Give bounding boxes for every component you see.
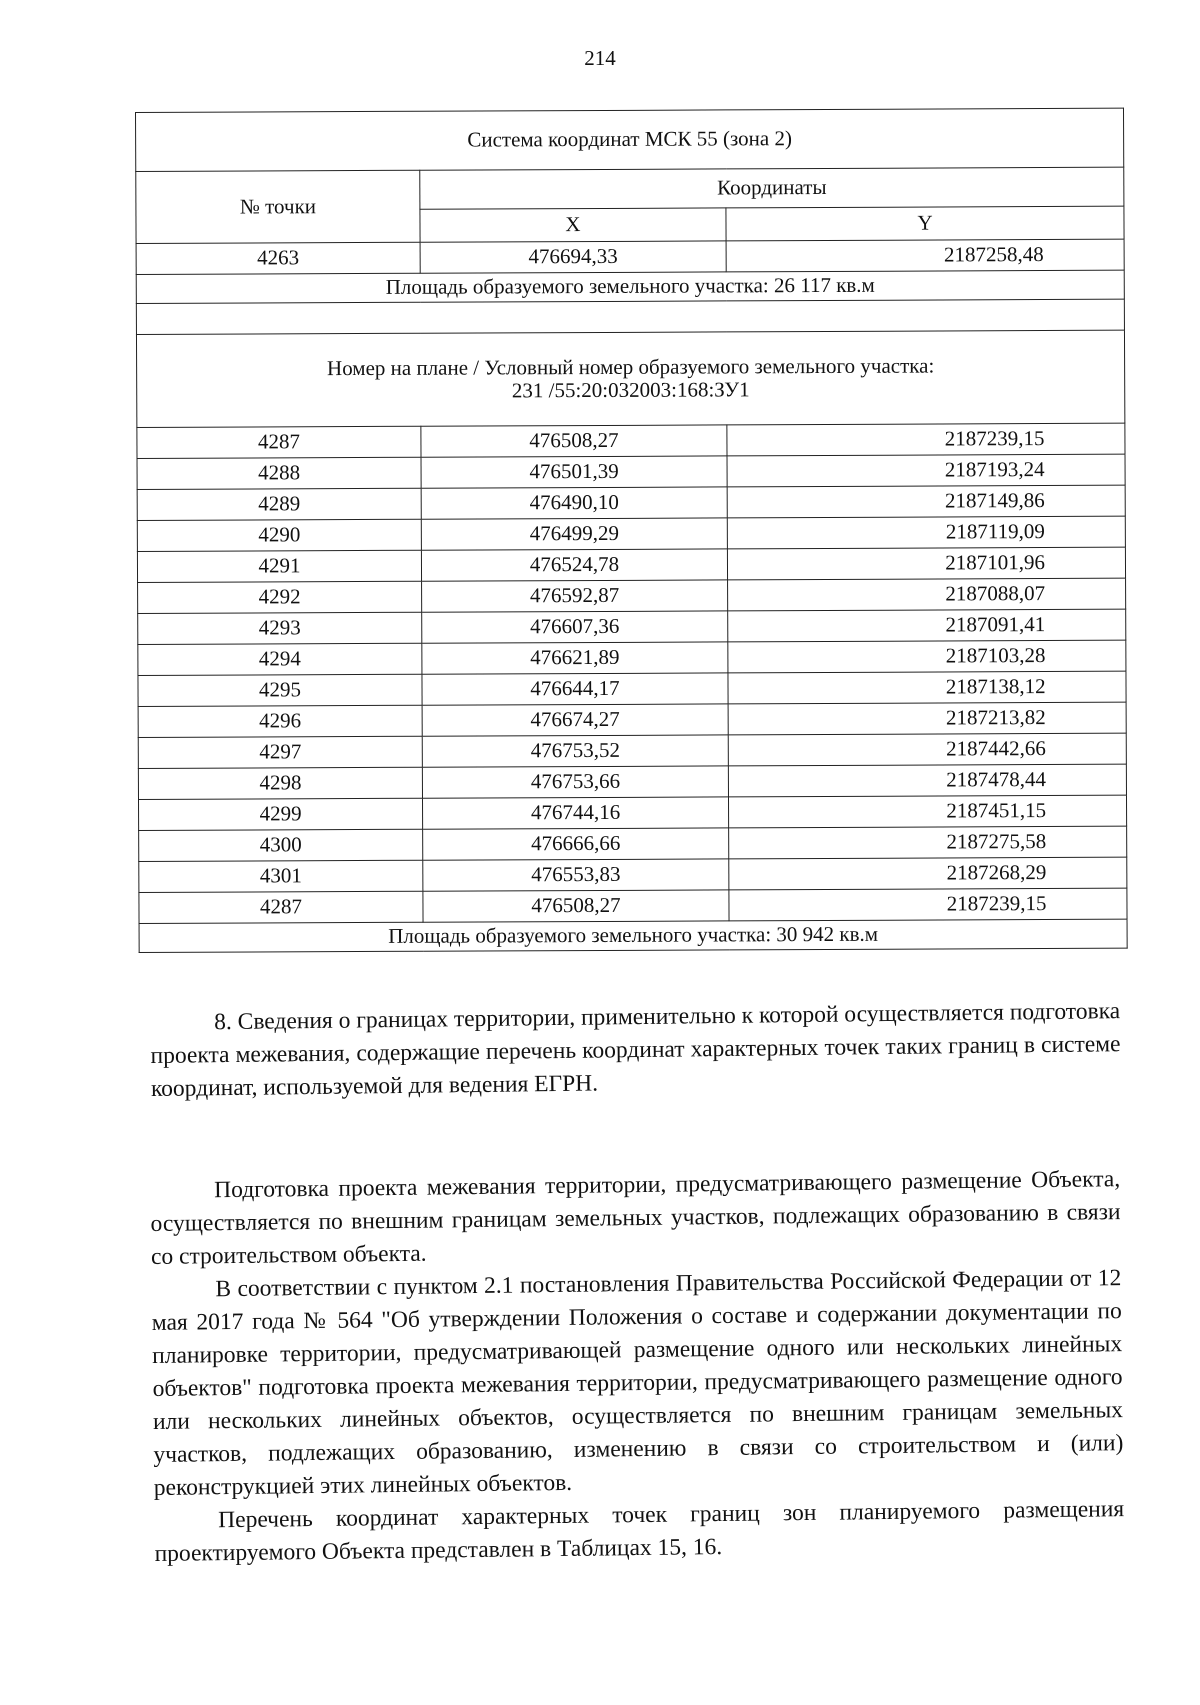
area-text: Площадь образуемого земельного участка: 26 117 кв.м — [136, 270, 1124, 303]
blank-row — [136, 299, 1124, 334]
y-header: Y — [726, 206, 1124, 241]
point-cell: 4289 — [137, 488, 421, 520]
table-row — [137, 547, 1125, 582]
x-header: X — [420, 208, 726, 242]
x-cell: 476508,27 — [421, 425, 727, 457]
x-cell: 476666,66 — [423, 828, 729, 860]
point-cell: 4295 — [138, 674, 422, 706]
plot-number-row — [136, 330, 1124, 427]
y-cell: 2187193,24 — [727, 454, 1125, 487]
x-cell: 476753,52 — [422, 735, 728, 767]
y-cell: 2187239,15 — [727, 423, 1125, 456]
table-row — [137, 454, 1125, 489]
x-cell: 476490,10 — [421, 487, 727, 519]
table-row — [138, 671, 1126, 706]
point-header: № точки — [136, 170, 420, 243]
y-cell: 2187119,09 — [727, 516, 1125, 549]
table-row — [138, 733, 1126, 768]
point-cell: 4287 — [139, 891, 423, 923]
body-text — [150, 1163, 1125, 1571]
area-row — [139, 919, 1127, 952]
y-cell: 2187478,44 — [728, 764, 1126, 797]
point-cell: 4291 — [137, 550, 421, 582]
x-cell: 476592,87 — [422, 580, 728, 612]
point-cell: 4288 — [137, 457, 421, 489]
y-cell: 2187088,07 — [728, 578, 1126, 611]
x-cell: 476753,66 — [422, 766, 728, 798]
x-cell: 476553,83 — [423, 859, 729, 891]
x-cell: 476499,29 — [421, 518, 727, 550]
plot-number-cell — [136, 330, 1124, 427]
point-cell: 4287 — [137, 426, 421, 458]
y-cell: 2187103,28 — [728, 640, 1126, 673]
y-cell: 2187275,58 — [729, 826, 1127, 859]
paragraph: Перечень координат характерных точек границ зон планируемого размещения проектируемого Объекта представлен в Таблицах 15, 16. — [154, 1496, 1125, 1567]
system-title: Система координат МСК 55 (зона 2) — [136, 108, 1124, 171]
point-cell: 4301 — [139, 860, 423, 892]
table-row — [137, 485, 1125, 520]
point-cell: 4292 — [138, 581, 422, 613]
y-cell: 2187239,15 — [729, 888, 1127, 921]
y-cell: 2187213,82 — [728, 702, 1126, 735]
blank-cell — [136, 299, 1124, 334]
x-cell: 476607,36 — [422, 611, 728, 643]
table-row — [138, 609, 1126, 644]
x-cell: 476621,89 — [422, 642, 728, 674]
table-row — [137, 423, 1125, 458]
table-row — [138, 795, 1126, 830]
y-cell: 2187258,48 — [726, 239, 1124, 272]
x-cell: 476644,17 — [422, 673, 728, 705]
x-cell: 476508,27 — [423, 890, 729, 922]
y-cell: 2187138,12 — [728, 671, 1126, 704]
table-row — [139, 888, 1127, 923]
y-cell: 2187451,15 — [728, 795, 1126, 828]
paragraph: Подготовка проекта межевания территории, предусматривающего размещение Объекта, осуществляется по внешним границам земельных участков, подлежащих образованию в связи со строительством объекта. — [150, 1166, 1121, 1270]
x-cell: 476744,16 — [422, 797, 728, 829]
table-row — [138, 764, 1126, 799]
y-cell: 2187101,96 — [727, 547, 1125, 580]
x-cell: 476501,39 — [421, 456, 727, 488]
table-row — [138, 640, 1126, 675]
section-8 — [150, 995, 1121, 1106]
point-cell: 4263 — [136, 242, 420, 274]
point-cell: 4294 — [138, 643, 422, 675]
area-row — [136, 270, 1124, 303]
table-row — [139, 857, 1127, 892]
point-cell: 4299 — [138, 798, 422, 830]
point-cell: 4290 — [137, 519, 421, 551]
point-cell: 4293 — [138, 612, 422, 644]
coordinates-table — [135, 108, 1128, 953]
y-cell: 2187442,66 — [728, 733, 1126, 766]
coordinates-header: Координаты — [420, 167, 1124, 209]
x-cell: 476674,27 — [422, 704, 728, 736]
x-cell: 476524,78 — [421, 549, 727, 581]
plot-number-label: Номер на плане / Условный номер образуемого земельного участка: — [326, 353, 935, 381]
system-row — [136, 108, 1124, 171]
paragraph: В соответствии с пунктом 2.1 постановления Правительства Российской Федерации от 12 мая 2017 года № 564 "Об утверждении Положения о составе и содержании документации по планировке территории, предусматривающей размещение одного или нескольких линейных объектов" подготовка проекта межевания территории, предусматривающего размещение одного или нескольких линейных объектов, осуществляется по внешним границам земельных участков, подлежащих образованию, изменению в связи со строительством и (или) реконструкцией этих линейных объектов. — [151, 1265, 1124, 1501]
page-number: 214 — [584, 46, 616, 70]
x-cell: 476694,33 — [420, 241, 726, 273]
point-cell: 4298 — [138, 767, 422, 799]
y-cell: 2187091,41 — [728, 609, 1126, 642]
table-row — [137, 516, 1125, 551]
table-row — [138, 702, 1126, 737]
section-8-text: 8. Сведения о границах территории, применительно к которой осуществляется подготовка проекта межевания, содержащие перечень координат характерных точек таких границ в системе координат, используемой для ведения ЕГРН. — [150, 998, 1121, 1102]
y-cell: 2187149,86 — [727, 485, 1125, 518]
area-text: Площадь образуемого земельного участка: 30 942 кв.м — [139, 919, 1127, 952]
table-row — [136, 239, 1124, 274]
y-cell: 2187268,29 — [729, 857, 1127, 890]
point-cell: 4297 — [138, 736, 422, 768]
table-row — [139, 826, 1127, 861]
point-cell: 4300 — [139, 829, 423, 861]
table-row — [138, 578, 1126, 613]
plot-number-value: 231 /55:20:032003:168:ЗУ1 — [511, 377, 750, 403]
header-row — [136, 167, 1124, 210]
point-cell: 4296 — [138, 705, 422, 737]
